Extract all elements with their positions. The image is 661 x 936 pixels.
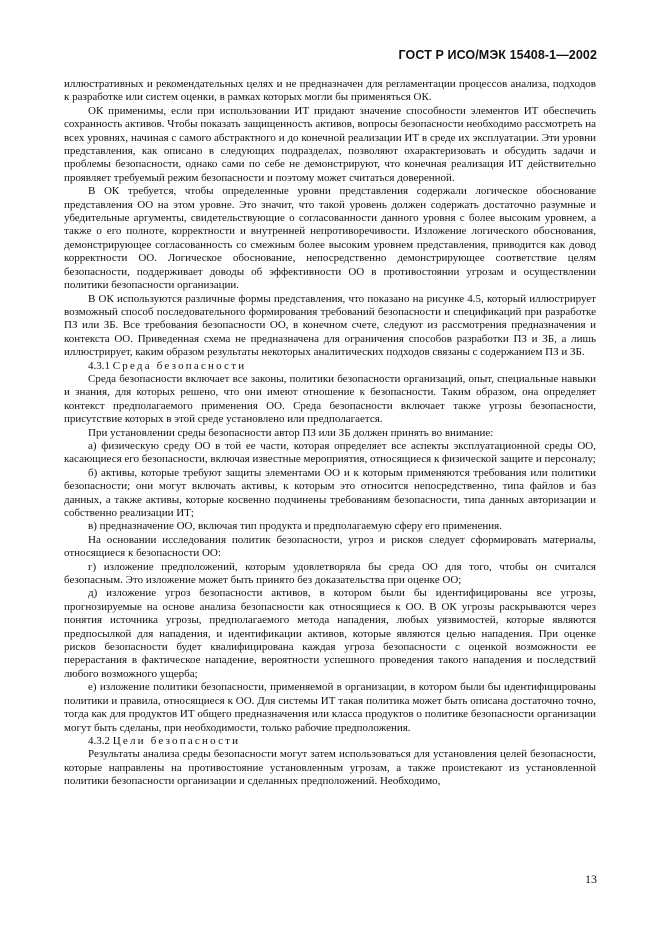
subsection-heading-4-3-1 — [64, 360, 596, 373]
page-number: 13 — [585, 872, 597, 886]
body-paragraph: В ОК требуется, чтобы определенные уровни представления содержали логическое обоснование представления ОО на этом уровне. Это значит, что такой уровень должен содержать достаточно разумные и убедительные аргументы, свидетельствующие о согласованности данного уровня с более высоким уровнем, а также о его полноте, корректности и внутренней непротиворечивости. Изложение логического обоснования, демонстрирующее согласованность со смежным более высоким уровнем представления, приводится как довод корректности ОО. Логическое обоснование, непосредственно демонстрирующее соответствие целям безопасности, поддерживает доводы об эффективности ОО в противостоянии угрозам и осуществлении политики безопасности организации. — [64, 185, 596, 292]
list-item-d: д) изложение угроз безопасности активов, в котором были бы идентифицированы все угрозы, прогнозируемые на основе анализа безопасности как относящиеся к ОО. В ОК угрозы раскрываются через понятия источника угрозы, предполагаемого метода нападения, любых уязвимостей, которые являются предпосылкой для нападения, и идентификации активов, которые являются целью нападения. При оценке рисков безопасности будет квалифицирована каждая угроза безопасности с оценкой возможности ее перерастания в фактическое нападение, вероятности успешного проведения такого нападения и последствий любого возможного ущерба; — [64, 587, 596, 680]
list-item-g: г) изложение предположений, которым удовлетворяла бы среда ОО для того, чтобы он считался безопасным. Это изложение может быть принято без доказательства при оценке ОО; — [64, 560, 596, 587]
body-paragraph: При установлении среды безопасности автор ПЗ или ЗБ должен принять во внимание: — [88, 426, 494, 439]
subsection-number: 4.3.1 — [88, 359, 110, 372]
body-paragraph: Среда безопасности включает все законы, политики безопасности организаций, опыт, специальные навыки и знания, для которых решено, что они имеют отношение к безопасности. Таким образом, она определяет контекст предполагаемого применения ОО. Среда безопасности включает также угрозы безопасности, присутствие которых в этой среде установлено или предполагается. — [64, 372, 596, 426]
body-paragraph: В ОК используются различные формы представления, что показано на рисунке 4.5, который иллюстрирует возможный способ последовательного формирования требований безопасности и спецификаций при разработке ПЗ или ЗБ. Все требования безопасности ОО, в конечном счете, следуют из рассмотрения предназначения и контекста ОО. Приведенная схема не предназначена для ограничения способов разработки ПЗ и ЗБ, а лишь иллюстрирует, каким образом результаты некоторых аналитических подходов связаны с содержанием ПЗ и ЗБ. — [64, 292, 596, 359]
page-body — [64, 78, 596, 789]
subsection-heading-4-3-2 — [64, 735, 596, 748]
subsection-title: Среда безопасности — [112, 359, 247, 372]
standard-header: ГОСТ Р ИСО/МЭК 15408-1—2002 — [398, 48, 597, 62]
body-paragraph: Результаты анализа среды безопасности могут затем использоваться для установления целей безопасности, которые направлены на противостояние установленным угрозам, а также проистекают из установленной политики безопасности организации и сделанных предположений. Необходимо, — [64, 748, 596, 788]
body-paragraph: иллюстративных и рекомендательных целях и не предназначен для регламентации процессов анализа, подходов к разработке или систем оценки, в рамках которых могли бы применяться ОК. — [64, 78, 596, 104]
list-item-a: а) физическую среду ОО в той ее части, которая определяет все аспекты эксплуатационной среды ОО, касающиеся его безопасности, включая известные мероприятия, относящиеся к физической защите и персоналу; — [64, 439, 596, 466]
list-item-e: е) изложение политики безопасности, применяемой в организации, в котором были бы идентифицированы политики и правила, относящиеся к ОО. Для системы ИТ такая политика может быть описана достаточно точно, тогда как для продуктов ИТ общего предназначения или класса продуктов о политике безопасности организации могут быть сделаны, при необходимости, только рабочие предположения. — [64, 681, 596, 734]
body-paragraph: ОК применимы, если при использовании ИТ придают значение способности элементов ИТ обеспечить сохранность активов. Чтобы показать защищенность активов, вопросы безопасности необходимо рассмотреть на всех уровнях, начиная с самого абстрактного и до конечной реализации ИТ в среде их эксплуатации. Эти уровни представления, как описано в следующих подразделах, позволяют охарактеризовать и обсудить задачи и проблемы безопасности, однако сами по себе не демонстрируют, что конечная реализация ИТ действительно проявляет требуемый режим безопасности и поэтому может считаться доверенной. — [64, 104, 596, 184]
subsection-title: Цели безопасности — [112, 734, 241, 747]
list-item-v: в) предназначение ОО, включая тип продукта и предполагаемую сферу его применения. — [88, 520, 502, 533]
subsection-number: 4.3.2 — [88, 734, 110, 747]
list-item-b: б) активы, которые требуют защиты элементами ОО и к которым применяются требования или политики безопасности; они могут включать активы, к которым это относится непосредственно, типа файлов и баз данных, а также активы, которые косвенно подчинены требованиям безопасности, типа данных авторизации и собственно реализации ИТ; — [64, 466, 596, 519]
body-paragraph: На основании исследования политик безопасности, угроз и рисков следует сформировать материалы, относящиеся к безопасности ОО: — [64, 533, 596, 560]
